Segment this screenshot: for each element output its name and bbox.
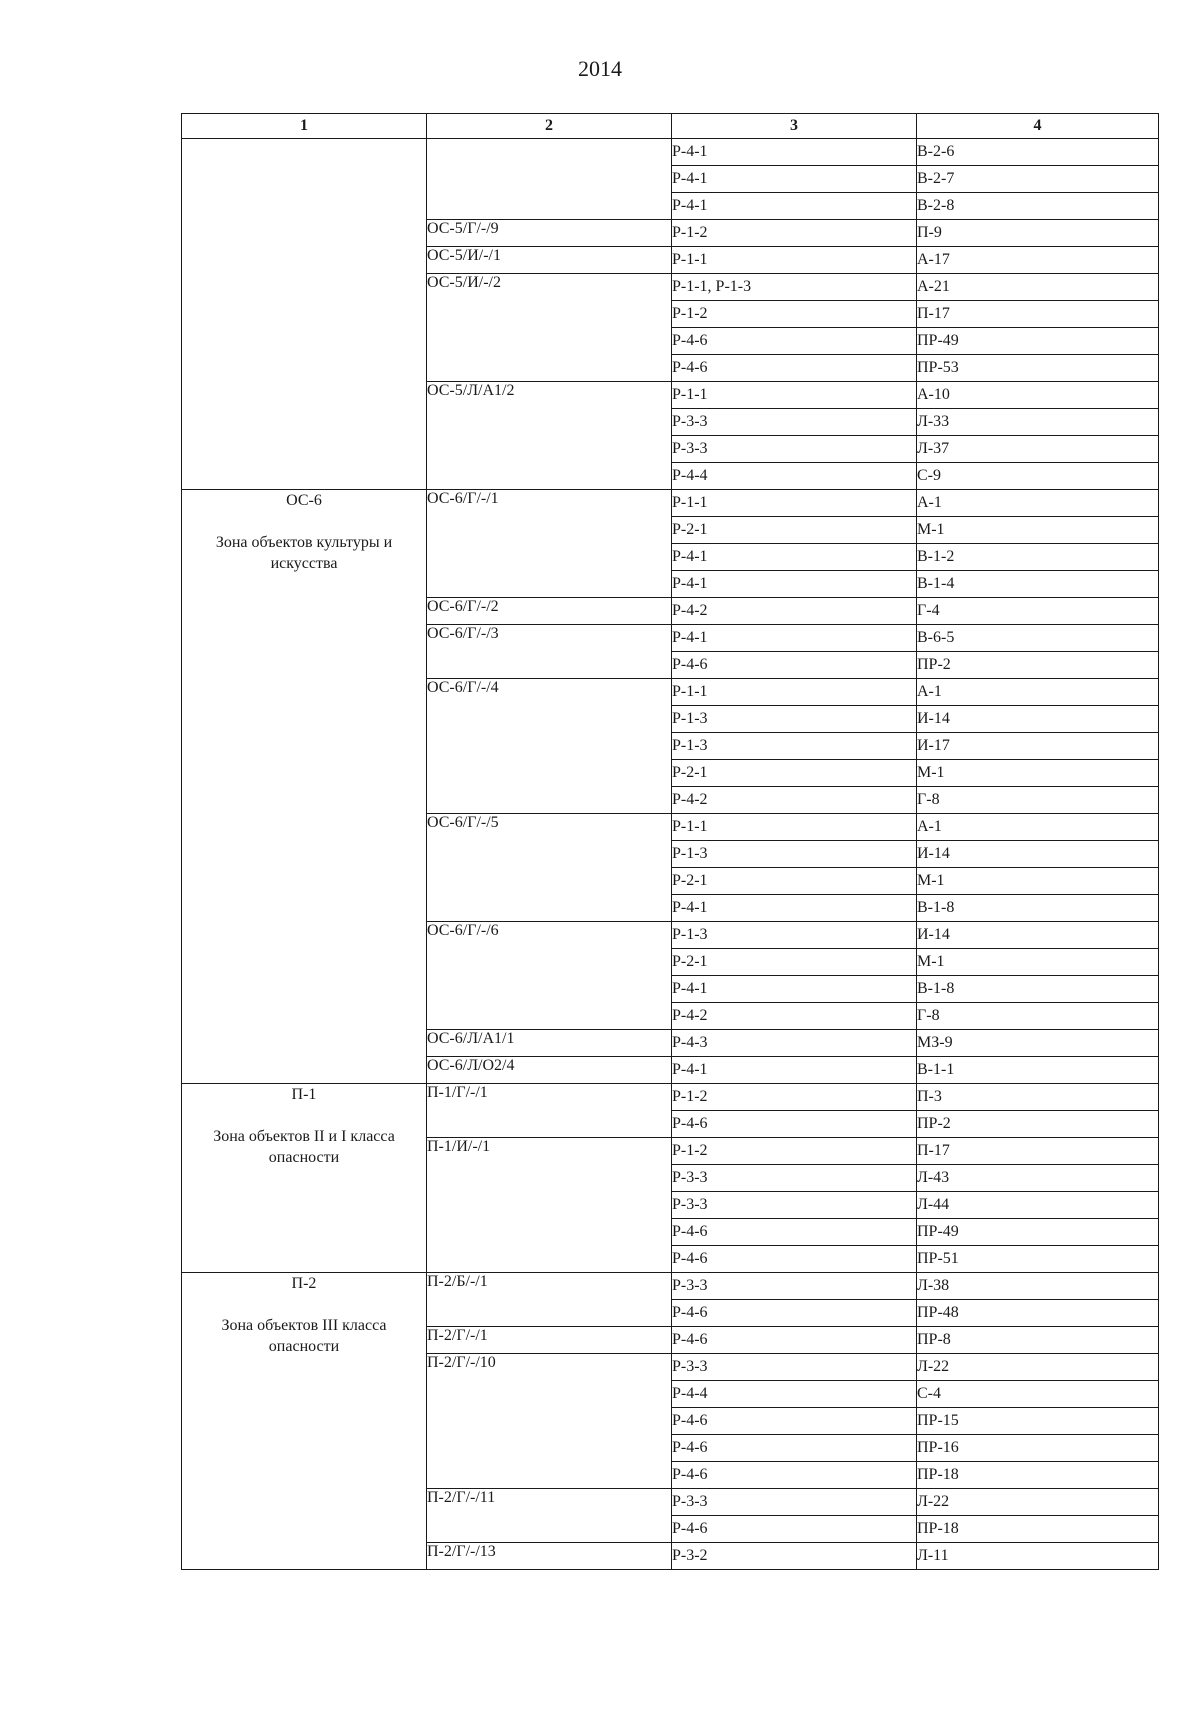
- reg-code: Р-4-1: [672, 976, 917, 1003]
- reg-code: Р-1-2: [672, 1138, 917, 1165]
- reg-code: Р-4-6: [672, 1111, 917, 1138]
- object-code: Л-22: [917, 1354, 1159, 1381]
- zone-cell: [182, 1084, 427, 1273]
- reg-code: Р-3-3: [672, 1273, 917, 1300]
- reg-code: Р-2-1: [672, 949, 917, 976]
- table-header: [182, 114, 1159, 139]
- object-code: ПР-15: [917, 1408, 1159, 1435]
- subzone-code: ОС-6/Г/-/4: [427, 679, 672, 814]
- reg-code: Р-4-6: [672, 1408, 917, 1435]
- reg-code: Р-3-2: [672, 1543, 917, 1570]
- header-col-3: 3: [672, 114, 917, 139]
- zone-code: П-1: [291, 1086, 317, 1103]
- object-code: В-1-8: [917, 976, 1159, 1003]
- object-code: Л-43: [917, 1165, 1159, 1192]
- subzone-code: П-2/Г/-/10: [427, 1354, 672, 1489]
- subzone-code: П-1/И/-/1: [427, 1138, 672, 1273]
- subzone-code: ОС-6/Л/О2/4: [427, 1057, 672, 1084]
- table-row: [182, 139, 1159, 166]
- reg-code: Р-1-1: [672, 490, 917, 517]
- subzone-code: ОС-5/И/-/2: [427, 274, 672, 382]
- reg-code: Р-4-1: [672, 571, 917, 598]
- reg-code: Р-4-6: [672, 1516, 917, 1543]
- reg-code: Р-4-6: [672, 1327, 917, 1354]
- object-code: Л-38: [917, 1273, 1159, 1300]
- header-col-1: 1: [182, 114, 427, 139]
- object-code: ПР-18: [917, 1462, 1159, 1489]
- reg-code: Р-4-6: [672, 1462, 917, 1489]
- object-code: А-1: [917, 679, 1159, 706]
- reg-code: Р-3-3: [672, 436, 917, 463]
- object-code: П-3: [917, 1084, 1159, 1111]
- zone-cell: [182, 139, 427, 490]
- object-code: В-2-8: [917, 193, 1159, 220]
- zone-cell: [182, 490, 427, 1084]
- object-code: А-10: [917, 382, 1159, 409]
- object-code: А-21: [917, 274, 1159, 301]
- object-code: И-14: [917, 841, 1159, 868]
- reg-code: Р-1-2: [672, 301, 917, 328]
- object-code: ПР-49: [917, 328, 1159, 355]
- reg-code: Р-4-6: [672, 1300, 917, 1327]
- reg-code: Р-4-2: [672, 1003, 917, 1030]
- reg-code: Р-1-1, Р-1-3: [672, 274, 917, 301]
- table-row: [182, 1084, 1159, 1111]
- reg-code: Р-1-3: [672, 841, 917, 868]
- table-row: [182, 1273, 1159, 1300]
- object-code: А-1: [917, 814, 1159, 841]
- object-code: В-2-6: [917, 139, 1159, 166]
- reg-code: Р-3-3: [672, 1165, 917, 1192]
- page-number: 2014: [578, 56, 622, 81]
- reg-code: Р-4-3: [672, 1030, 917, 1057]
- reg-code: Р-4-1: [672, 895, 917, 922]
- header-row: [182, 114, 1159, 139]
- object-code: ПР-49: [917, 1219, 1159, 1246]
- object-code: ПР-53: [917, 355, 1159, 382]
- object-code: ПР-51: [917, 1246, 1159, 1273]
- object-code: ПР-2: [917, 1111, 1159, 1138]
- reg-code: Р-4-1: [672, 544, 917, 571]
- reg-code: Р-3-3: [672, 1489, 917, 1516]
- reg-code: Р-3-3: [672, 409, 917, 436]
- object-code: ПР-2: [917, 652, 1159, 679]
- reg-code: Р-2-1: [672, 868, 917, 895]
- reg-code: Р-1-1: [672, 247, 917, 274]
- reg-code: Р-1-3: [672, 733, 917, 760]
- object-code: Г-8: [917, 787, 1159, 814]
- object-code: В-1-4: [917, 571, 1159, 598]
- reg-code: Р-4-1: [672, 166, 917, 193]
- subzone-code: П-2/Г/-/11: [427, 1489, 672, 1543]
- reg-code: Р-1-3: [672, 706, 917, 733]
- object-code: И-14: [917, 706, 1159, 733]
- object-code: С-9: [917, 463, 1159, 490]
- object-code: МЗ-9: [917, 1030, 1159, 1057]
- table-row: [182, 490, 1159, 517]
- object-code: Л-22: [917, 1489, 1159, 1516]
- reg-code: Р-4-1: [672, 625, 917, 652]
- reg-code: Р-3-3: [672, 1192, 917, 1219]
- reg-code: Р-4-6: [672, 328, 917, 355]
- object-code: М-1: [917, 517, 1159, 544]
- header-col-4: 4: [917, 114, 1159, 139]
- reg-code: Р-2-1: [672, 517, 917, 544]
- reg-code: Р-4-6: [672, 1246, 917, 1273]
- reg-code: Р-4-1: [672, 139, 917, 166]
- zone-code: П-2: [291, 1275, 317, 1292]
- reg-code: Р-4-6: [672, 1219, 917, 1246]
- subzone-code: ОС-6/Г/-/3: [427, 625, 672, 679]
- subzone-code: П-1/Г/-/1: [427, 1084, 672, 1138]
- object-code: ПР-8: [917, 1327, 1159, 1354]
- reg-code: Р-1-2: [672, 220, 917, 247]
- object-code: А-17: [917, 247, 1159, 274]
- header-col-2: 2: [427, 114, 672, 139]
- reg-code: Р-4-1: [672, 193, 917, 220]
- object-code: П-17: [917, 1138, 1159, 1165]
- reg-code: Р-1-1: [672, 814, 917, 841]
- object-code: Л-33: [917, 409, 1159, 436]
- reg-code: Р-2-1: [672, 760, 917, 787]
- subzone-code: ОС-6/Л/А1/1: [427, 1030, 672, 1057]
- object-code: Л-37: [917, 436, 1159, 463]
- zone-code: ОС-6: [286, 492, 322, 509]
- object-code: М-1: [917, 760, 1159, 787]
- object-code: Г-4: [917, 598, 1159, 625]
- object-code: Г-8: [917, 1003, 1159, 1030]
- subzone-code: [427, 139, 672, 220]
- reg-code: Р-4-1: [672, 1057, 917, 1084]
- reg-code: Р-1-1: [672, 382, 917, 409]
- reg-code: Р-4-6: [672, 355, 917, 382]
- zone-description: Зона объектов культуры и искусства: [215, 534, 393, 572]
- object-code: М-1: [917, 868, 1159, 895]
- object-code: П-9: [917, 220, 1159, 247]
- object-code: С-4: [917, 1381, 1159, 1408]
- subzone-code: П-2/Г/-/13: [427, 1543, 672, 1570]
- reg-code: Р-3-3: [672, 1354, 917, 1381]
- table-body: [182, 139, 1159, 1570]
- object-code: ПР-16: [917, 1435, 1159, 1462]
- object-code: ПР-18: [917, 1516, 1159, 1543]
- subzone-code: ОС-6/Г/-/1: [427, 490, 672, 598]
- reg-code: Р-4-2: [672, 787, 917, 814]
- object-code: В-1-8: [917, 895, 1159, 922]
- zone-description: Зона объектов II и I класса опасности: [213, 1128, 395, 1166]
- reg-code: Р-4-4: [672, 1381, 917, 1408]
- object-code: В-1-2: [917, 544, 1159, 571]
- object-code: Л-44: [917, 1192, 1159, 1219]
- reg-code: Р-4-4: [672, 463, 917, 490]
- reg-code: Р-4-2: [672, 598, 917, 625]
- reg-code: Р-1-2: [672, 1084, 917, 1111]
- subzone-code: ОС-6/Г/-/6: [427, 922, 672, 1030]
- subzone-code: ОС-6/Г/-/5: [427, 814, 672, 922]
- object-code: ПР-48: [917, 1300, 1159, 1327]
- subzone-code: ОС-6/Г/-/2: [427, 598, 672, 625]
- subzone-code: ОС-5/Л/А1/2: [427, 382, 672, 490]
- object-code: И-14: [917, 922, 1159, 949]
- subzone-code: ОС-5/Г/-/9: [427, 220, 672, 247]
- object-code: Л-11: [917, 1543, 1159, 1570]
- zones-table: [181, 113, 1159, 1570]
- subzone-code: П-2/Г/-/1: [427, 1327, 672, 1354]
- zone-cell: [182, 1273, 427, 1570]
- object-code: В-6-5: [917, 625, 1159, 652]
- object-code: П-17: [917, 301, 1159, 328]
- subzone-code: П-2/Б/-/1: [427, 1273, 672, 1327]
- object-code: В-1-1: [917, 1057, 1159, 1084]
- object-code: М-1: [917, 949, 1159, 976]
- reg-code: Р-1-3: [672, 922, 917, 949]
- zone-description: Зона объектов III класса опасности: [221, 1317, 387, 1355]
- object-code: А-1: [917, 490, 1159, 517]
- reg-code: Р-1-1: [672, 679, 917, 706]
- object-code: В-2-7: [917, 166, 1159, 193]
- reg-code: Р-4-6: [672, 652, 917, 679]
- subzone-code: ОС-5/И/-/1: [427, 247, 672, 274]
- object-code: И-17: [917, 733, 1159, 760]
- reg-code: Р-4-6: [672, 1435, 917, 1462]
